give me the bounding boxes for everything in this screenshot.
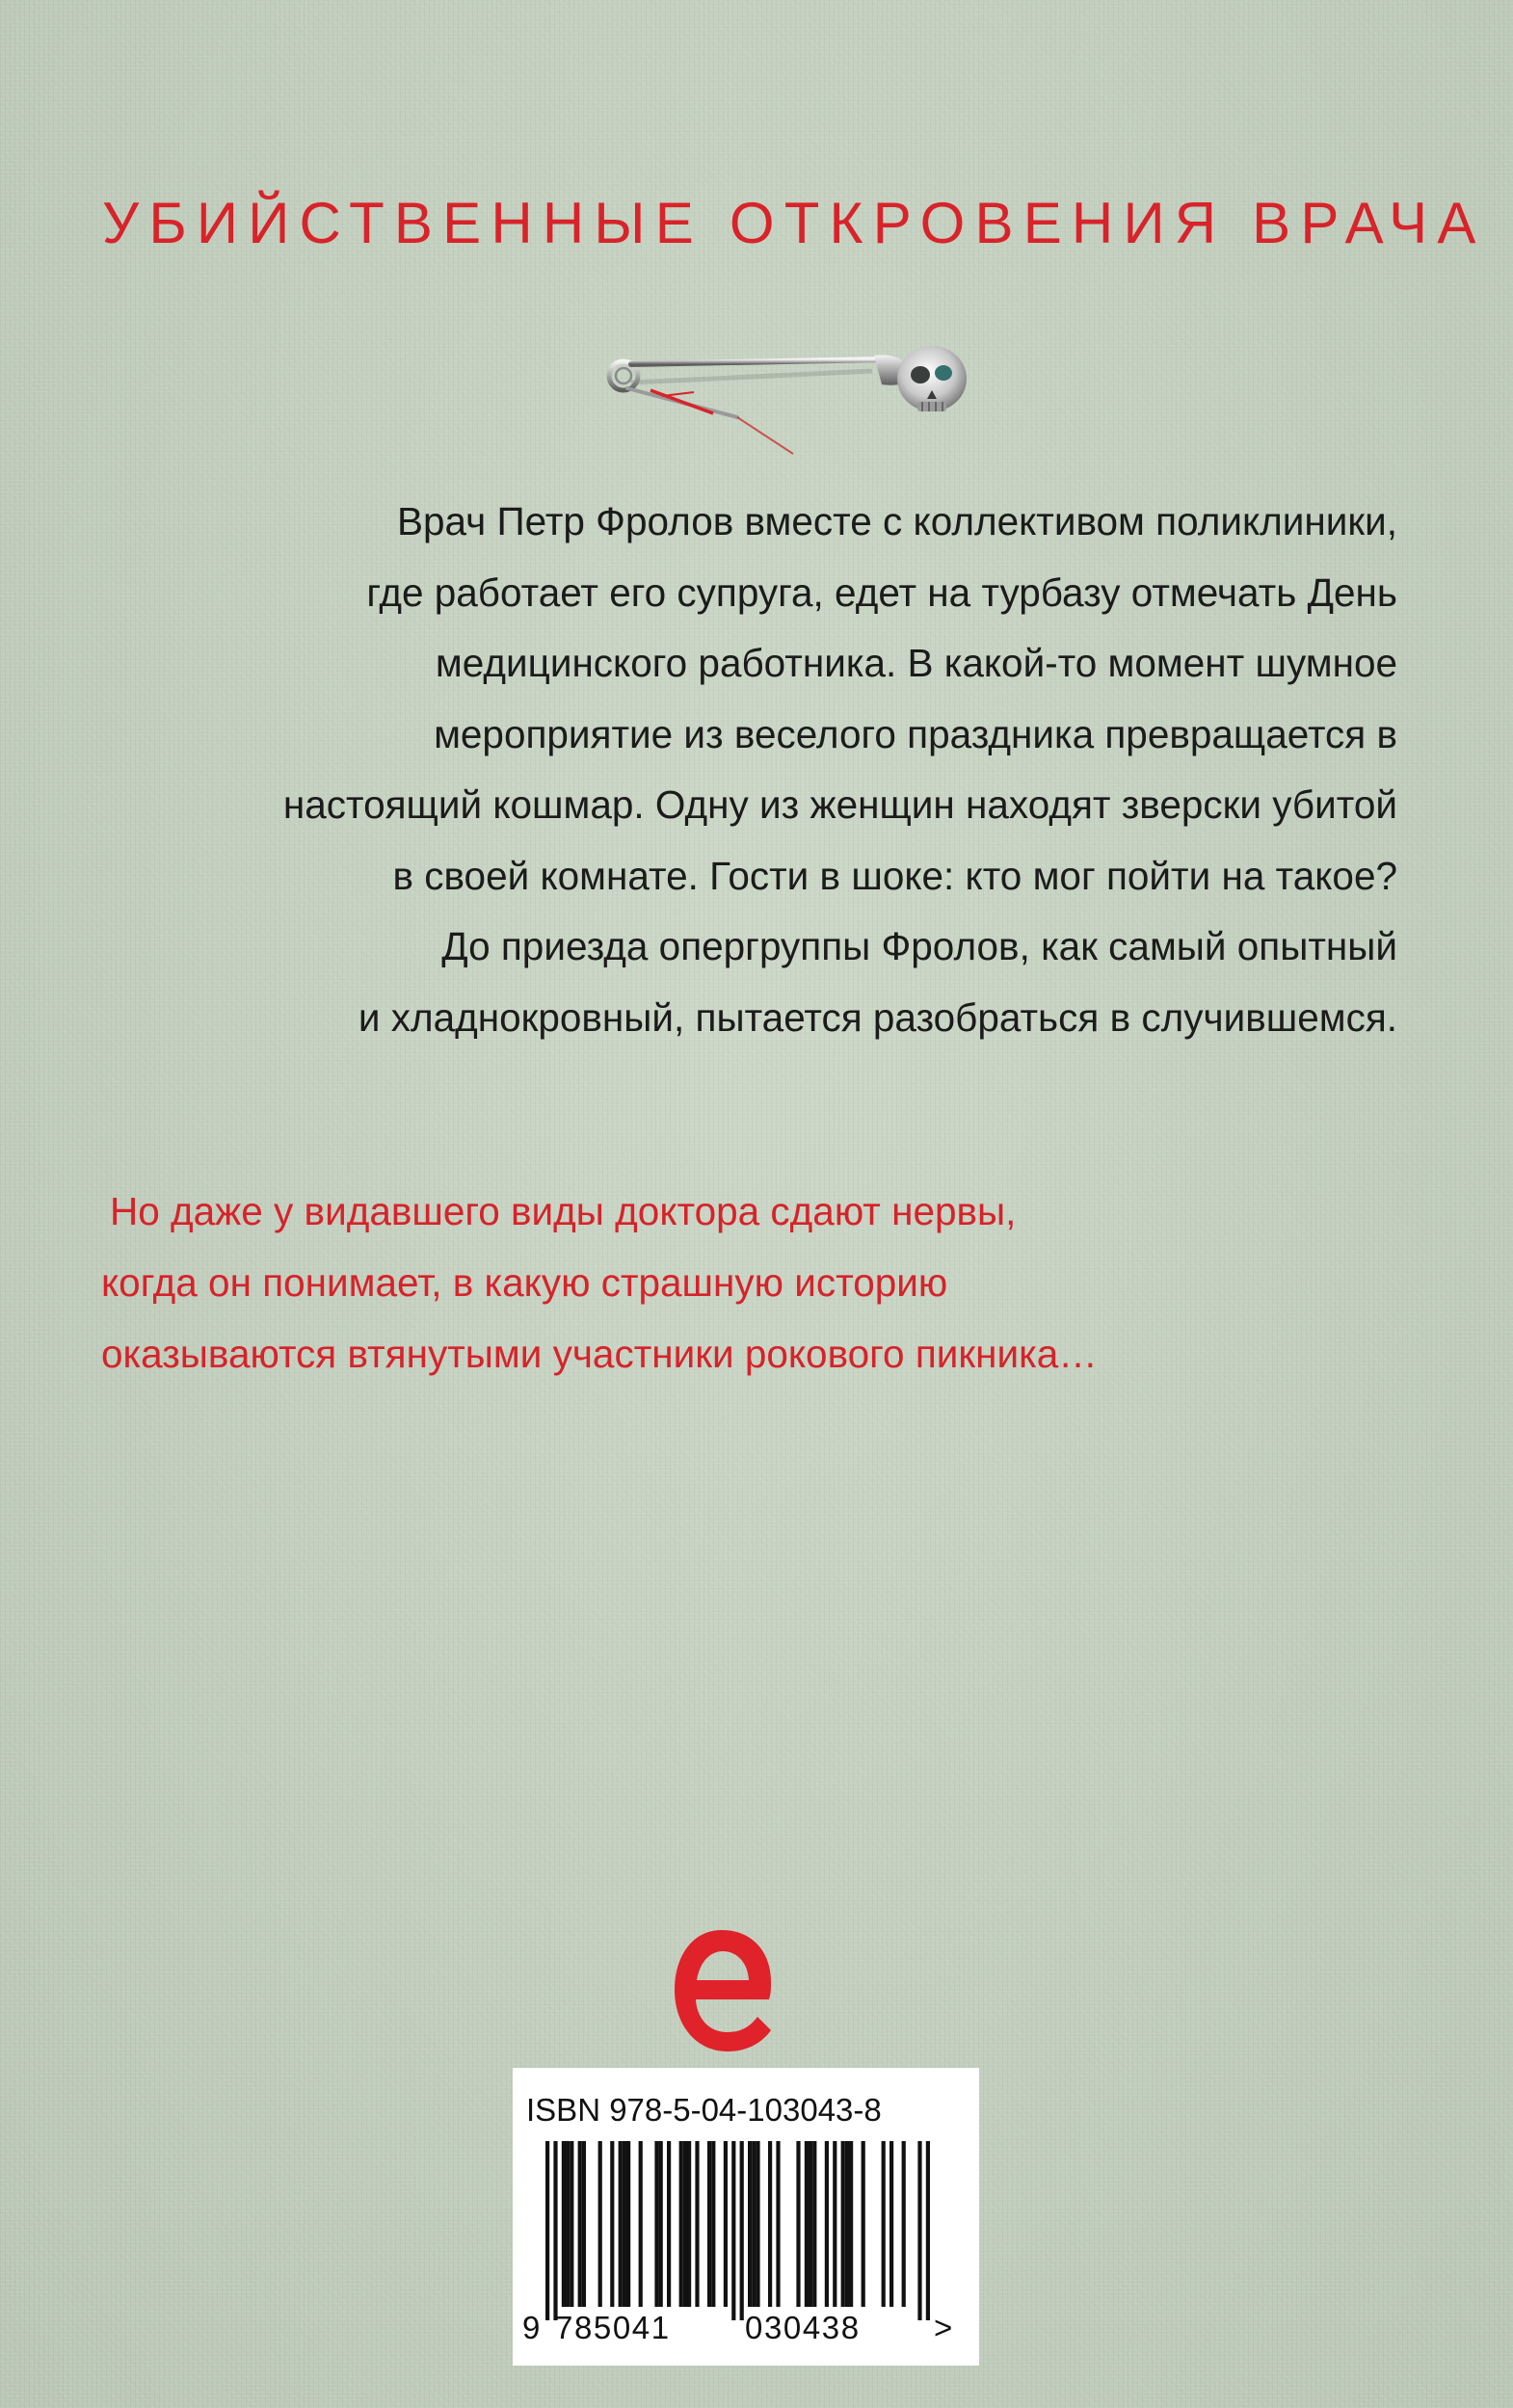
barcode-bar	[654, 2141, 658, 2307]
teaser-line: когда он понимает, в какую страшную историю	[101, 1260, 948, 1305]
blurb-text	[173, 487, 1397, 1053]
barcode-bar	[768, 2141, 772, 2307]
barcode-bar	[882, 2141, 886, 2307]
barcode-bar	[833, 2141, 836, 2307]
teaser-line: Но даже у видавшего виды доктора сдают нервы,	[110, 1189, 1017, 1233]
barcode-bar	[610, 2141, 614, 2307]
barcode-panel	[513, 2068, 979, 2366]
barcode-bar	[582, 2141, 586, 2307]
barcode-bar	[724, 2141, 728, 2307]
barcode-quiet-mark: >	[934, 2310, 953, 2345]
barcode-bar	[740, 2141, 744, 2320]
barcode-bar	[748, 2141, 752, 2307]
barcode-bar	[707, 2141, 711, 2307]
isbn-label: ISBN 978-5-04-103043-8	[526, 2092, 882, 2128]
barcode-bar	[776, 2141, 780, 2307]
barcode-bar	[578, 2141, 582, 2307]
barcode-bar	[679, 2141, 683, 2307]
barcode-bar	[695, 2141, 699, 2307]
barcode-bar	[809, 2141, 812, 2307]
barcode-bar	[553, 2141, 557, 2320]
barcode-bar	[562, 2141, 566, 2307]
barcode-bar	[812, 2141, 816, 2307]
barcode-bar	[841, 2141, 845, 2307]
barcode-bar	[845, 2141, 849, 2307]
barcode-bar	[683, 2141, 687, 2307]
publisher-e-logo-icon	[667, 1924, 777, 2057]
barcode-lead-digit: 9	[522, 2310, 541, 2345]
barcode-bar	[902, 2141, 906, 2307]
barcode-bar	[889, 2141, 893, 2307]
barcode-bar	[849, 2141, 853, 2307]
barcode-digits-left: 785041	[555, 2310, 671, 2345]
blurb-line: в своей комнате. Гости в шоке: кто мог пойти на такое?	[392, 853, 1397, 898]
barcode-bar	[862, 2141, 865, 2307]
barcode-bar	[711, 2141, 715, 2307]
barcode-bar	[756, 2141, 759, 2307]
barcode-bar	[570, 2141, 573, 2307]
barcode-bar	[619, 2141, 623, 2307]
barcode-bar	[659, 2141, 663, 2307]
barcode-bar	[639, 2141, 643, 2307]
blurb-line: где работает его супруга, едет на турбазу отмечать День	[366, 569, 1397, 615]
blurb-line: До приезда опергруппы Фролов, как самый опытный	[441, 924, 1397, 968]
safety-pin-skull-icon	[593, 332, 978, 477]
barcode-bar	[623, 2141, 626, 2307]
barcode-bar	[598, 2141, 602, 2307]
barcode-digits-right: 030438	[745, 2310, 861, 2345]
barcode-bar	[796, 2141, 800, 2307]
blurb-line: медицинского работника. В какой-то момент шумное	[435, 641, 1397, 685]
barcode-bar	[926, 2141, 930, 2320]
barcode-bar	[805, 2141, 809, 2307]
blurb-line: мероприятие из веселого праздника превращается в	[434, 711, 1397, 756]
barcode-bar	[917, 2141, 921, 2320]
blurb-line: настоящий кошмар. Одну из женщин находят зверски убитой	[282, 782, 1397, 827]
barcode-bar	[667, 2141, 671, 2307]
barcode-bar	[687, 2141, 691, 2307]
teaser-line: оказываются втянутыми участники рокового пикника…	[101, 1332, 1098, 1376]
barcode-bar	[825, 2141, 829, 2307]
barcode-bar	[566, 2141, 570, 2307]
barcode-bar	[545, 2141, 549, 2320]
blurb-line: и хладнокровный, пытается разобраться в случившемся.	[358, 994, 1397, 1040]
barcode-bar	[752, 2141, 756, 2307]
barcode-bar	[626, 2141, 630, 2307]
blurb-line: Врач Петр Фролов вместе с коллективом поликлиники,	[397, 499, 1397, 543]
barcode-bar	[731, 2141, 735, 2320]
teaser-text	[101, 1176, 1354, 1389]
series-title: УБИЙСТВЕННЫЕ ОТКРОВЕНИЯ ВРАЧА	[102, 191, 1486, 255]
